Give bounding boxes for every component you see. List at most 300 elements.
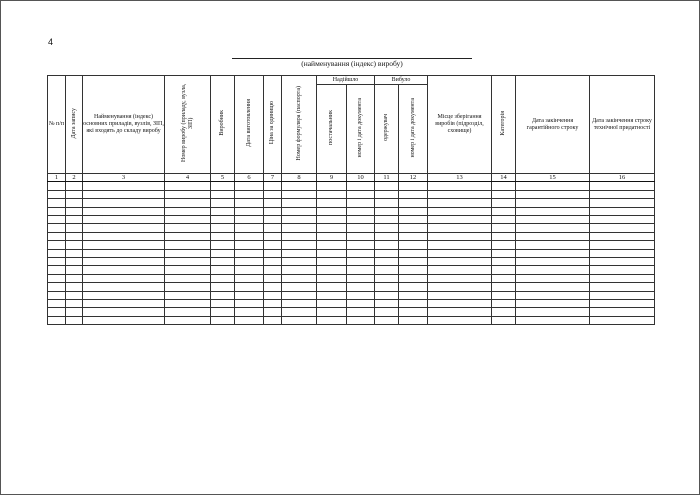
col-number: 14 [492,174,516,182]
table-cell [428,316,492,324]
col-number: 11 [375,174,399,182]
table-cell [516,182,590,190]
table-cell [66,291,83,299]
table-cell [66,232,83,240]
table-cell [66,199,83,207]
table-cell [399,266,428,274]
table-cell [83,283,165,291]
table-cell [235,316,264,324]
table-cell [211,299,235,307]
table-cell [317,299,347,307]
table-cell [317,316,347,324]
table-row [48,249,655,257]
table-cell [399,299,428,307]
table-cell [428,199,492,207]
table-cell [211,241,235,249]
table-cell [590,266,655,274]
table-cell [83,241,165,249]
table-cell [590,283,655,291]
table-cell [317,274,347,282]
table-row [48,216,655,224]
table-cell [264,207,282,215]
table-cell [211,316,235,324]
table-cell [165,216,211,224]
table-cell [282,283,317,291]
table-cell [516,266,590,274]
table-cell [235,274,264,282]
table-cell [399,316,428,324]
table-cell [264,299,282,307]
table-row [48,257,655,265]
table-cell [165,182,211,190]
table-cell [83,257,165,265]
table-cell [83,199,165,207]
table-cell [83,224,165,232]
table-cell [347,316,375,324]
table-row [48,224,655,232]
table-cell [399,216,428,224]
table-cell [83,216,165,224]
page-number: 4 [48,37,54,47]
table-cell [375,241,399,249]
table-cell [347,266,375,274]
table-cell [83,316,165,324]
table-cell [492,241,516,249]
table-cell [264,257,282,265]
table-cell [375,274,399,282]
table-cell [492,308,516,316]
table-cell [165,291,211,299]
table-cell [492,266,516,274]
table-cell [282,232,317,240]
table-cell [428,274,492,282]
table-cell [492,199,516,207]
table-cell [282,224,317,232]
table-cell [48,224,66,232]
table-cell [399,257,428,265]
table-cell [83,266,165,274]
table-cell [83,299,165,307]
col-number: 8 [282,174,317,182]
table-cell [264,224,282,232]
table-cell [428,182,492,190]
table-cell [317,199,347,207]
header-warranty-end: Дата закінчення гарантійного строку [516,76,590,174]
table-cell [428,190,492,198]
col-number: 2 [66,174,83,182]
table-cell [375,283,399,291]
table-cell [428,308,492,316]
table-cell [211,207,235,215]
table-cell [211,274,235,282]
table-cell [428,299,492,307]
table-cell [264,249,282,257]
table-cell [317,207,347,215]
header-form-number: Номер формуляра (паспорта) [282,76,317,174]
table-cell [492,190,516,198]
table-row [48,207,655,215]
table-cell [590,182,655,190]
table-cell [375,224,399,232]
table-cell [66,207,83,215]
table-cell [282,274,317,282]
table-cell [282,199,317,207]
table-cell [492,257,516,265]
table-cell [48,299,66,307]
table-cell [347,257,375,265]
table-cell [165,283,211,291]
table-cell [165,249,211,257]
table-cell [590,274,655,282]
table-row [48,299,655,307]
table-cell [264,291,282,299]
table-cell [282,249,317,257]
table-cell [211,190,235,198]
table-cell [428,291,492,299]
table-cell [282,216,317,224]
table-cell [516,241,590,249]
table-cell [83,291,165,299]
table-cell [66,182,83,190]
header-received-group: Надійшло [317,76,375,85]
table-cell [516,299,590,307]
col-number: 13 [428,174,492,182]
col-number: 3 [83,174,165,182]
header-disposed-document: номер і дата документа [399,85,428,174]
col-number: 1 [48,174,66,182]
table-cell [317,241,347,249]
table-cell [165,257,211,265]
table-cell [165,232,211,240]
table-cell [428,216,492,224]
table-cell [48,283,66,291]
table-cell [375,316,399,324]
table-cell [235,190,264,198]
table-cell [235,207,264,215]
table-cell [211,216,235,224]
table-cell [492,249,516,257]
table-cell [165,274,211,282]
table-cell [264,232,282,240]
header-disposed-group: Вибуло [375,76,428,85]
header-manufacture-date: Дата виготовлення [235,76,264,174]
table-cell [492,207,516,215]
table-cell [48,182,66,190]
table-cell [399,274,428,282]
table-cell [235,182,264,190]
table-cell [516,283,590,291]
table-cell [317,266,347,274]
header-unit-price: Ціна за одиницю [264,76,282,174]
table-cell [211,308,235,316]
table-cell [492,182,516,190]
table-cell [317,224,347,232]
table-cell [235,249,264,257]
table-cell [235,266,264,274]
table-cell [48,308,66,316]
table-cell [590,316,655,324]
table-cell [66,266,83,274]
table-cell [48,257,66,265]
table-cell [235,291,264,299]
table-cell [399,291,428,299]
table-cell [264,316,282,324]
table-cell [211,257,235,265]
table-cell [165,241,211,249]
header-item-name: Найменування (індекс) основних приладів, вузлів, ЗІП, які входять до складу виробу [83,76,165,174]
table-cell [317,291,347,299]
table-cell [264,266,282,274]
table-cell [375,190,399,198]
table-row [48,241,655,249]
table-cell [492,316,516,324]
table-row [48,308,655,316]
table-cell [492,224,516,232]
table-cell [516,190,590,198]
table-cell [211,249,235,257]
table-cell [66,249,83,257]
table-cell [83,308,165,316]
table-cell [66,241,83,249]
table-cell [211,182,235,190]
col-number: 9 [317,174,347,182]
table-cell [399,241,428,249]
table-cell [347,182,375,190]
table-cell [347,299,375,307]
table-cell [428,232,492,240]
table-cell [428,241,492,249]
table-cell [516,308,590,316]
table-cell [399,308,428,316]
table-cell [347,241,375,249]
header-supplier: постачальник [317,85,347,174]
table-cell [165,207,211,215]
table-cell [211,224,235,232]
table-cell [590,257,655,265]
table-row [48,283,655,291]
table-cell [347,207,375,215]
table-cell [235,216,264,224]
table-cell [375,266,399,274]
table-cell [399,182,428,190]
table-cell [211,291,235,299]
table-cell [428,283,492,291]
table-cell [492,232,516,240]
table-cell [264,283,282,291]
table-cell [590,299,655,307]
table-cell [48,232,66,240]
ledger-table [47,75,655,325]
table-cell [165,266,211,274]
column-number-row [48,174,655,182]
table-cell [83,207,165,215]
table-row [48,232,655,240]
header-category: Категорія [492,76,516,174]
table-cell [48,291,66,299]
table-cell [590,216,655,224]
table-cell [347,283,375,291]
table-cell [516,232,590,240]
table-cell [264,199,282,207]
header-received-document: номер і дата документа [347,85,375,174]
table-cell [590,291,655,299]
table-cell [235,299,264,307]
table-cell [83,182,165,190]
col-number: 6 [235,174,264,182]
table-cell [282,308,317,316]
table-cell [282,266,317,274]
table-cell [375,207,399,215]
table-row [48,274,655,282]
table-cell [317,257,347,265]
table-row [48,291,655,299]
table-cell [399,190,428,198]
table-cell [264,308,282,316]
table-cell [235,224,264,232]
table-cell [317,190,347,198]
table-cell [428,257,492,265]
title-caption: (найменування (індекс) виробу) [301,59,403,68]
table-row [48,316,655,324]
table-cell [317,283,347,291]
table-cell [516,274,590,282]
table-cell [165,316,211,324]
header-fitness-end: Дата закінчення строку технічної придатності [590,76,655,174]
table-cell [282,207,317,215]
table-cell [66,299,83,307]
table-cell [211,283,235,291]
table-cell [317,216,347,224]
table-cell [347,308,375,316]
table-cell [48,316,66,324]
header-manufacturer: Виробник [211,76,235,174]
table-cell [165,190,211,198]
table-cell [590,207,655,215]
table-cell [399,283,428,291]
table-cell [590,224,655,232]
table-cell [347,199,375,207]
table-cell [317,249,347,257]
col-number: 7 [264,174,282,182]
table-cell [48,266,66,274]
table-cell [235,283,264,291]
table-cell [83,190,165,198]
table-cell [516,224,590,232]
table-cell [492,299,516,307]
table-cell [165,224,211,232]
col-number: 12 [399,174,428,182]
table-cell [66,257,83,265]
table-cell [516,216,590,224]
table-cell [83,249,165,257]
table-cell [48,207,66,215]
header-recipient: одержувач [375,85,399,174]
table-cell [590,308,655,316]
table-cell [66,216,83,224]
table-cell [492,291,516,299]
table-cell [211,232,235,240]
table-cell [516,207,590,215]
table-cell [375,199,399,207]
table-cell [83,274,165,282]
table-cell [590,199,655,207]
table-cell [282,316,317,324]
table-cell [399,199,428,207]
table-cell [48,216,66,224]
table-cell [375,308,399,316]
table-cell [264,190,282,198]
table-cell [428,224,492,232]
table-cell [264,274,282,282]
table-row [48,199,655,207]
table-cell [282,182,317,190]
table-row [48,190,655,198]
table-cell [235,257,264,265]
table-cell [399,232,428,240]
table-cell [375,216,399,224]
table-cell [264,182,282,190]
table-cell [211,266,235,274]
table-cell [516,316,590,324]
table-cell [66,316,83,324]
table-cell [399,249,428,257]
table-cell [66,224,83,232]
table-cell [317,232,347,240]
table-cell [235,199,264,207]
col-number: 5 [211,174,235,182]
table-cell [66,283,83,291]
table-cell [317,308,347,316]
table-cell [590,232,655,240]
table-cell [282,299,317,307]
table-cell [165,199,211,207]
table-cell [375,291,399,299]
header-storage-place: Місце зберігання виробів (підрозділ, сховище) [428,76,492,174]
table-cell [590,249,655,257]
header-row-number: № п/п [48,76,66,174]
table-cell [282,291,317,299]
table-row [48,182,655,190]
table-cell [492,274,516,282]
table-cell [347,291,375,299]
table-cell [347,249,375,257]
table-cell [264,241,282,249]
table-cell [66,274,83,282]
table-cell [48,249,66,257]
table-cell [66,190,83,198]
table-cell [282,257,317,265]
table-cell [235,241,264,249]
table-cell [165,308,211,316]
table-row [48,266,655,274]
table-cell [347,274,375,282]
table-cell [347,216,375,224]
table-cell [428,266,492,274]
table-cell [48,199,66,207]
table-cell [235,308,264,316]
table-cell [347,232,375,240]
col-number: 10 [347,174,375,182]
table-cell [492,216,516,224]
table-cell [211,199,235,207]
table-cell [282,241,317,249]
table-cell [516,257,590,265]
table-cell [282,190,317,198]
table-cell [83,232,165,240]
table-cell [375,232,399,240]
table-cell [347,190,375,198]
table-cell [590,190,655,198]
